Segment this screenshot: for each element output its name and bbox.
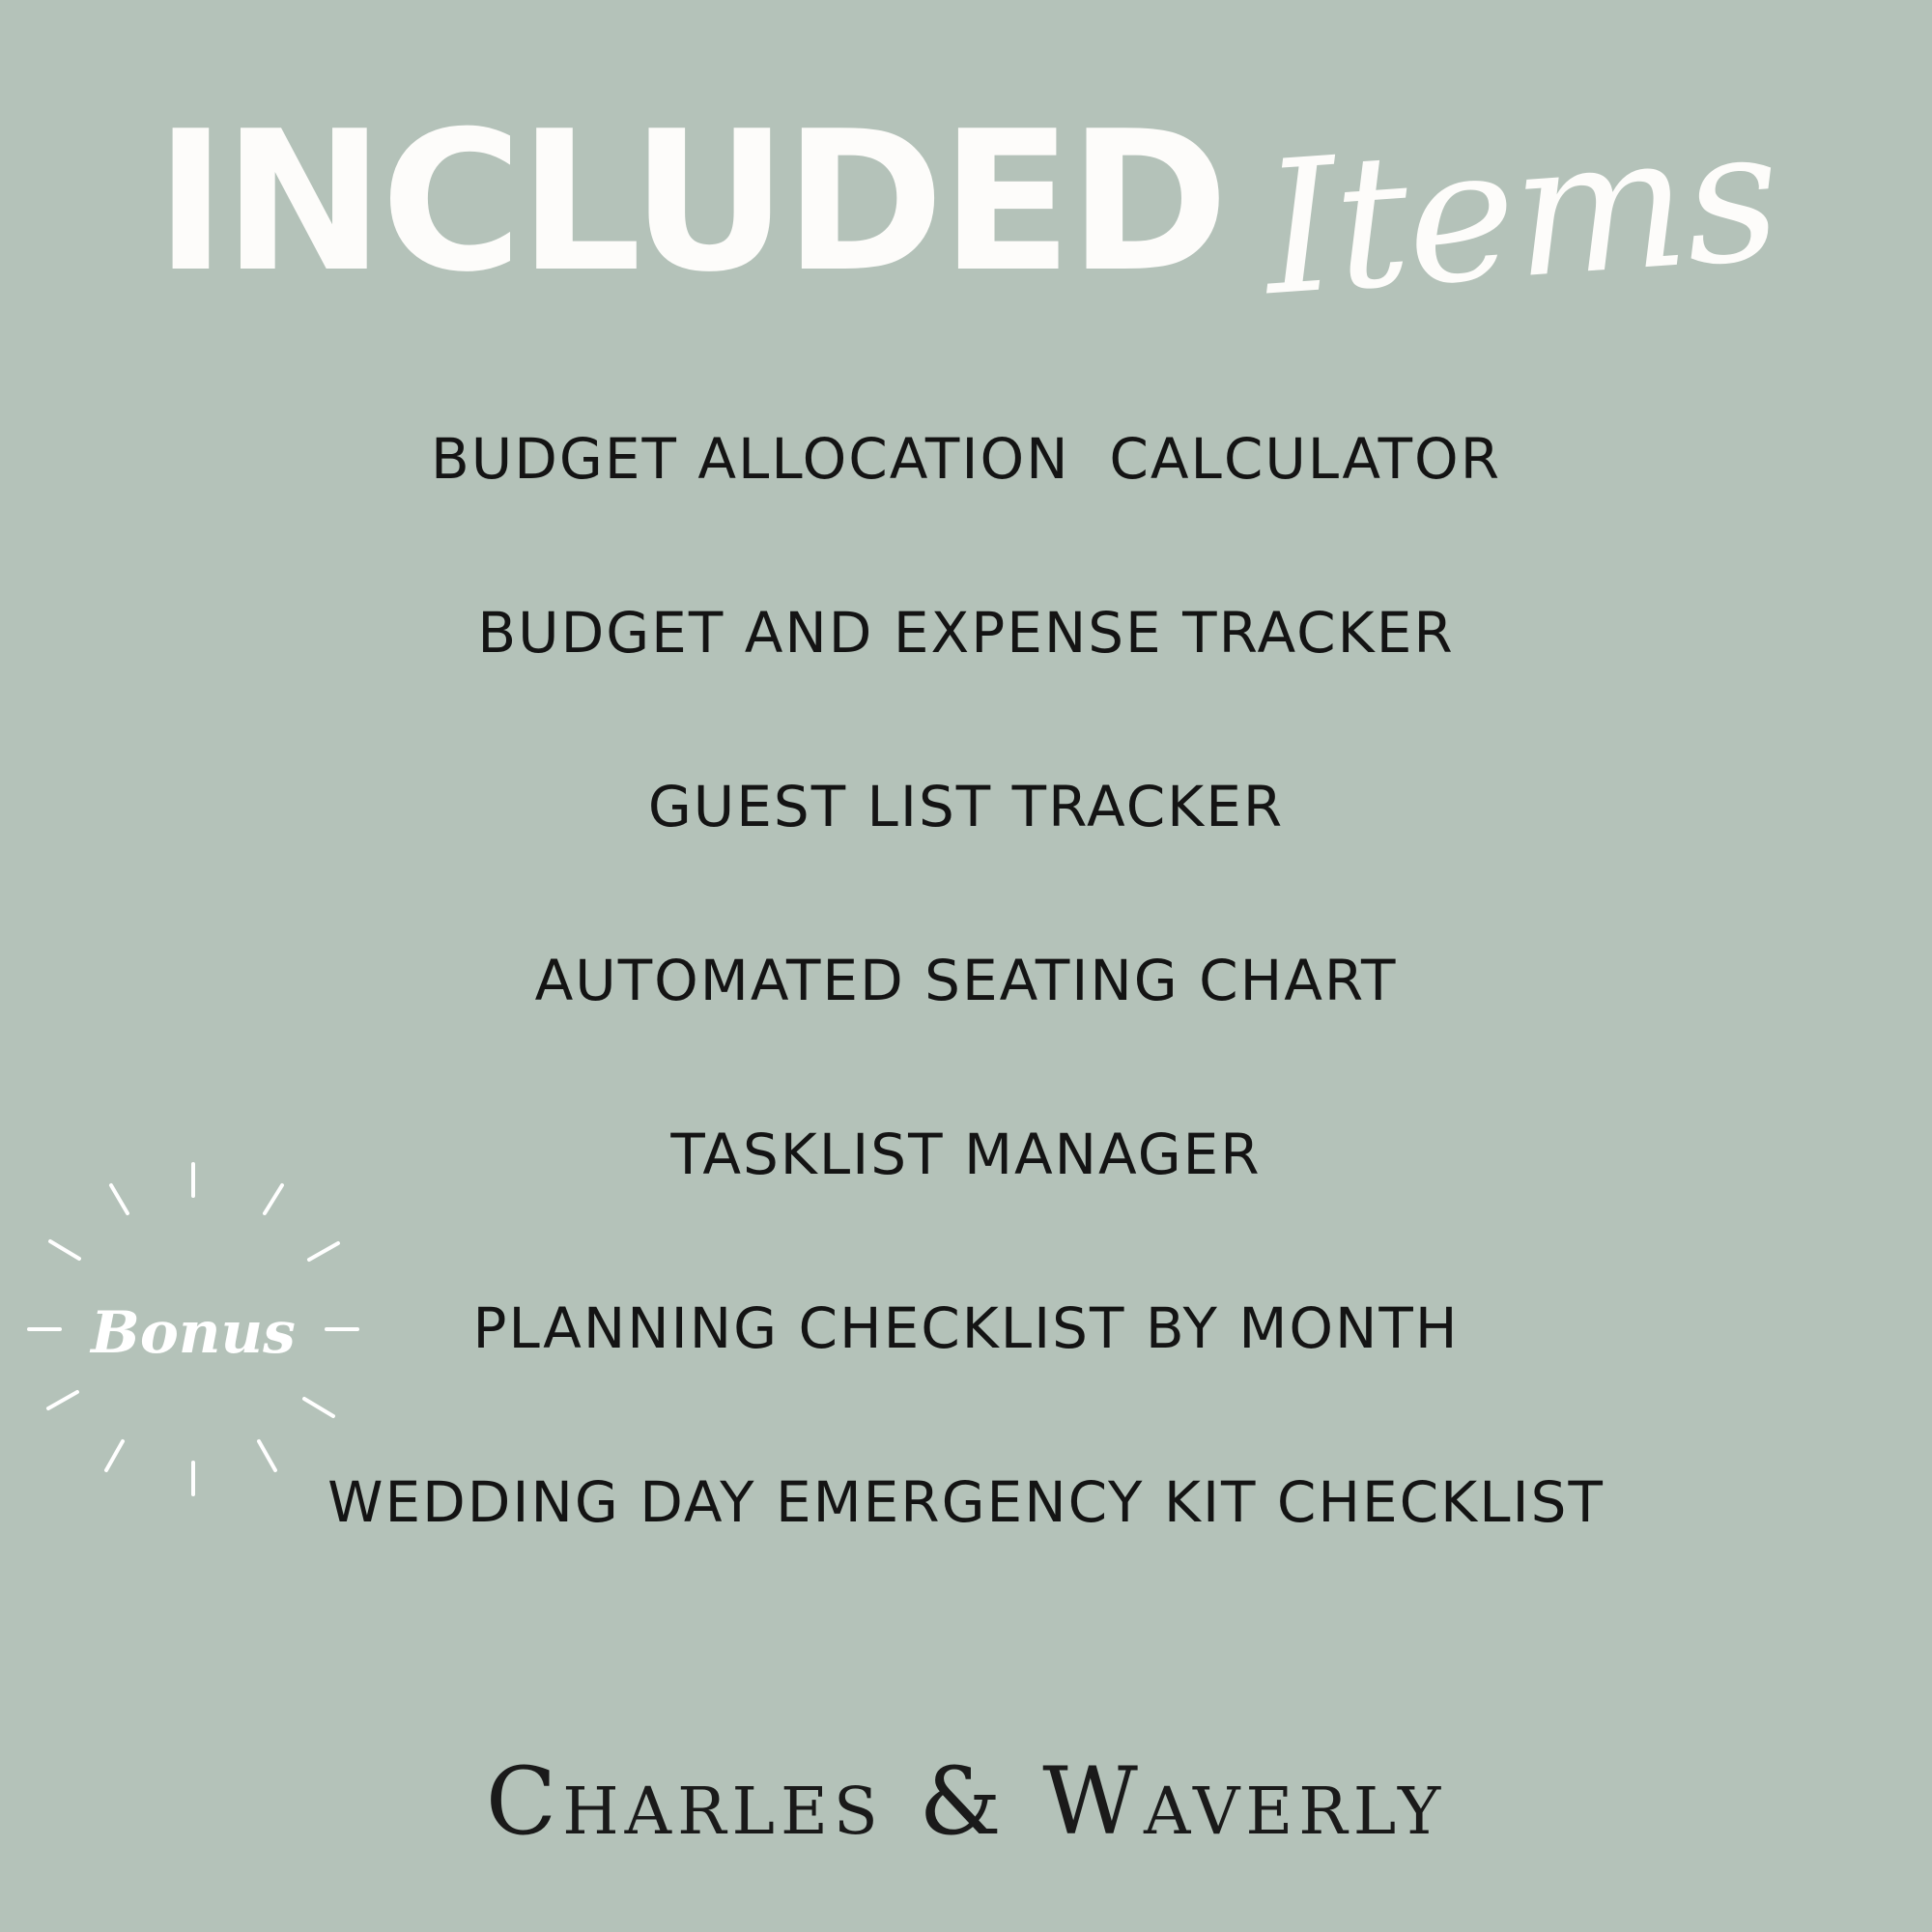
included-item: BUDGET ALLOCATION CALCULATOR [430,426,1501,492]
included-item: AUTOMATED SEATING CHART [534,948,1398,1013]
headline [0,87,1932,337]
included-item: GUEST LIST TRACKER [647,774,1285,839]
included-item: WEDDING DAY EMERGENCY KIT CHECKLIST [327,1469,1605,1535]
bonus-label: Bonus [91,1299,296,1367]
included-item: BUDGET AND EXPENSE TRACKER [477,600,1455,666]
headline-script: Items [1257,87,1785,337]
included-item: TASKLIST MANAGER [670,1122,1262,1187]
bonus-burst [19,1159,367,1507]
included-item: PLANNING CHECKLIST BY MONTH [472,1295,1460,1361]
brand-wordmark: Charles & Waverly [485,1747,1447,1856]
headline-main: INCLUDED [155,90,1226,315]
